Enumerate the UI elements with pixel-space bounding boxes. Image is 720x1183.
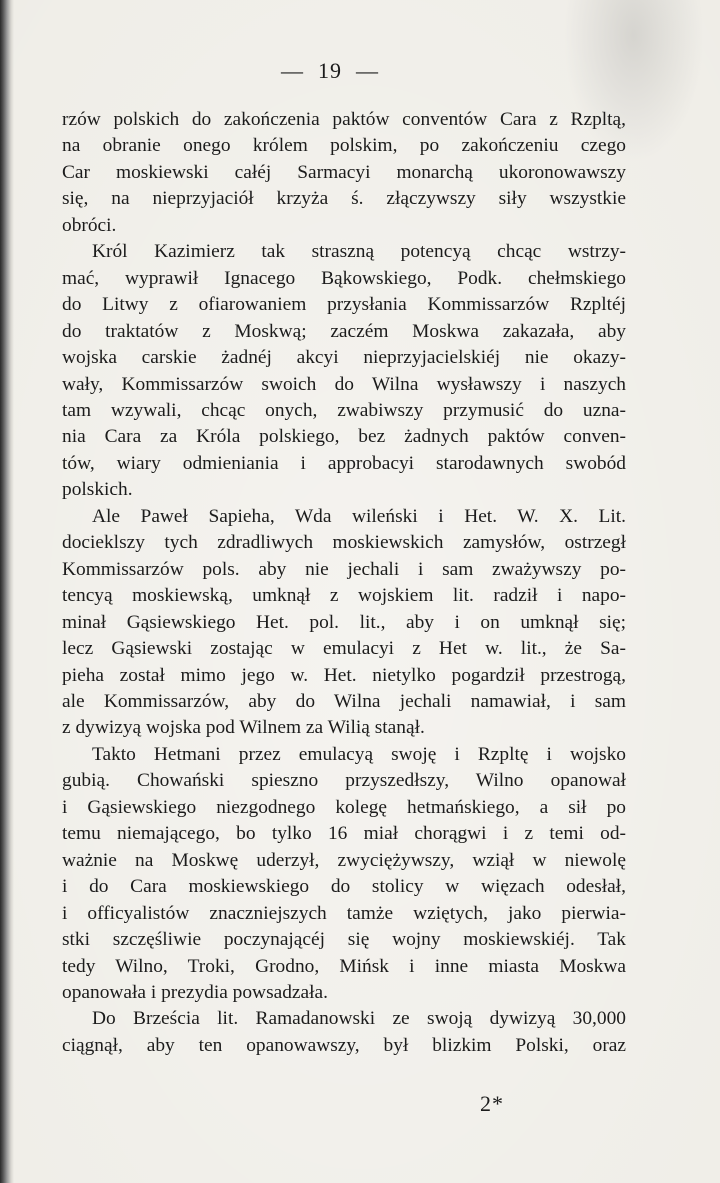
text-line: z dywizyą wojska pod Wilnem za Wilią stanął.	[62, 717, 425, 739]
text-line: stki szczęśliwie poczynającéj się wojny moskiewskiéj. Tak	[62, 929, 626, 951]
page-number-header: — 19 —	[281, 58, 379, 83]
text-line: gubią. Chowański spieszno przyszedłszy, Wilno opanował	[62, 770, 626, 792]
text-line: wojska carskie żadnéj akcyi nieprzyjacielskiéj nie okazy-	[62, 347, 626, 369]
text-line: pieha został mimo jego w. Het. nietylko pogardził przestrogą,	[62, 664, 626, 686]
signature-mark: 2*	[480, 1091, 504, 1116]
text-line: ważnie na Moskwę uderzył, zwyciężywszy, wziął w niewolę	[62, 849, 626, 871]
page-number: 19	[318, 58, 342, 83]
text-line: lecz Gąsiewski zostając w emulacyi z Het w. lit., że Sa-	[62, 638, 626, 660]
text-line: na obranie onego królem polskim, po zakończeniu czego	[62, 135, 626, 157]
text-line: Ale Paweł Sapieha, Wda wileński i Het. W. X. Lit.	[92, 505, 626, 527]
text-line: mać, wyprawił Ignacego Bąkowskiego, Podk. chełmskiego	[62, 267, 626, 289]
text-line: Car moskiewski całéj Sarmacyi monarchą ukoronowawszy	[62, 161, 626, 183]
text-line: się, na nieprzyjaciół krzyża ś. złączywszy siły wszystkie	[62, 188, 626, 210]
text-line: tów, wiary odmieniania i approbacyi starodawnych swobód	[62, 452, 626, 474]
text-line: rzów polskich do zakończenia paktów conventów Cara z Rzpltą,	[62, 109, 626, 130]
book-spine-shadow	[0, 0, 14, 1183]
text-line: tam wzywali, chcąc onych, zwabiwszy przymusić do uzna-	[62, 399, 626, 421]
text-line: Kommissarzów pols. aby nie jechali i sam zważywszy po-	[62, 558, 626, 580]
text-line: tencyą moskiewską, umknął z wojskiem lit. radził i napo-	[62, 585, 626, 607]
text-line: temu niemającego, bo tylko 16 miał chorągwi i z temi od-	[62, 823, 626, 845]
text-line: i officyalistów znaczniejszych tamże wziętych, jako pierwia-	[62, 902, 626, 924]
text-line: nia Cara za Króla polskiego, bez żadnych paktów conven-	[62, 426, 626, 448]
text-line: Do Brześcia lit. Ramadanowski ze swoją dywizyą 30,000	[92, 1008, 626, 1030]
text-line: docieklszy tych zdradliwych moskiewskich zamysłów, ostrzegł	[62, 532, 626, 554]
text-line: do traktatów z Moskwą; zaczém Moskwa zakazała, aby	[62, 320, 626, 342]
text-line: do Litwy z ofiarowaniem przysłania Kommissarzów Rzpltéj	[62, 294, 626, 316]
text-line: minał Gąsiewskiego Het. pol. lit., aby i on umknął się;	[62, 611, 626, 633]
text-line: tedy Wilno, Troki, Grodno, Mińsk i inne miasta Moskwa	[62, 955, 626, 977]
text-line: ciągnął, aby ten opanowawszy, był blizkim Polski, oraz	[62, 1034, 626, 1056]
text-line: wały, Kommissarzów swoich do Wilna wysławszy i naszych	[62, 373, 626, 395]
text-line: Takto Hetmani przez emulacyą swoję i Rzpltę i wojsko	[92, 743, 626, 765]
text-line: polskich.	[62, 479, 133, 501]
text-line: i Gąsiewskiego niezgodnego kolegę hetmańskiego, a sił po	[62, 796, 626, 818]
body-text	[62, 107, 626, 1059]
text-line: Król Kazimierz tak straszną potencyą chcąc wstrzy-	[92, 241, 626, 263]
text-line: obróci.	[62, 214, 117, 236]
text-line: opanowała i prezydia powsadzała.	[62, 981, 328, 1003]
text-line: ale Kommissarzów, aby do Wilna jechali namawiał, i sam	[62, 690, 626, 712]
text-line: i do Cara moskiewskiego do stolicy w więzach odesłał,	[62, 876, 626, 898]
